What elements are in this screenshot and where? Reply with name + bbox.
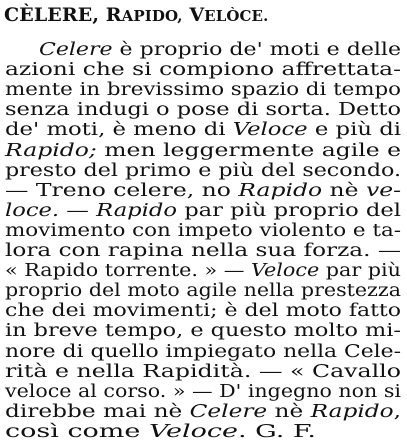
italic-term: Veloce [148,421,238,442]
text-run: . G. F. [237,421,317,442]
text-run: par più [319,261,401,282]
heading-word-rapido-rest: APIDO, [121,7,183,25]
entry-heading [4,3,268,28]
text-run: è proprio de' moti e delle [112,40,401,60]
italic-term: Rapido; [5,140,97,161]
italic-term: Celere [189,401,268,422]
text-run: par più proprio del [177,200,402,221]
heading-word-veloce-rest: ELÒCE. [204,7,269,25]
text-run: men leggermente agile e [96,140,401,161]
text-run: movimento con impeto violento e ta- [5,220,401,241]
heading-word-rapido-initial: R [105,4,122,26]
text-run: proprio del moto agile nella prestezza [5,281,401,302]
text-run: mente in brevissimo spazio di tempo [5,80,401,101]
text-run: nè [267,401,311,422]
text-run: e più di [307,120,402,141]
text-run: che dei movimenti; è del moto fatto [5,301,402,322]
heading-word-veloce-initial: V [189,4,205,26]
text-run: de' moti, è meno di [5,120,233,141]
heading-word-celere-initial: C [4,4,20,26]
heading-word-celere-rest: ÈLERE, [19,4,100,26]
text-run: « Rapido torrente. » — [5,261,252,282]
italic-term: Rapido [310,401,394,422]
text-run: nè [322,180,366,201]
text-run: rità e nella Rapidità. — « Cavallo [5,361,401,382]
text-run: — Treno celere, no [5,180,239,201]
italic-term: Veloce [251,261,320,282]
text-run: veloce al corso. » — D' ingegno non si [5,381,401,402]
text-run: direbbe mai nè [5,401,190,422]
italic-term: Celere [39,40,113,60]
italic-term: Veloce [232,120,308,141]
text-run: senza indugi o pose di sorta. Detto [5,100,402,121]
text-run: — [59,200,97,221]
italic-term: ve- [365,180,402,201]
italic-term: Rapido [96,200,178,221]
text-run: in breve tempo, e questo molto mi- [5,321,401,342]
text-run: presto del primo e più del secondo. [5,160,402,181]
text-run: , [393,401,401,422]
text-run: così come [5,421,149,442]
italic-term: Rapido [238,180,323,201]
italic-term: loce. [5,200,60,221]
text-run: azioni che si compiono affrettata- [5,60,402,81]
text-line [5,420,316,444]
text-run: lora con rapina nella sua forza. — [5,241,401,261]
text-run: nore di quello impiegato nella Cele- [5,341,401,362]
